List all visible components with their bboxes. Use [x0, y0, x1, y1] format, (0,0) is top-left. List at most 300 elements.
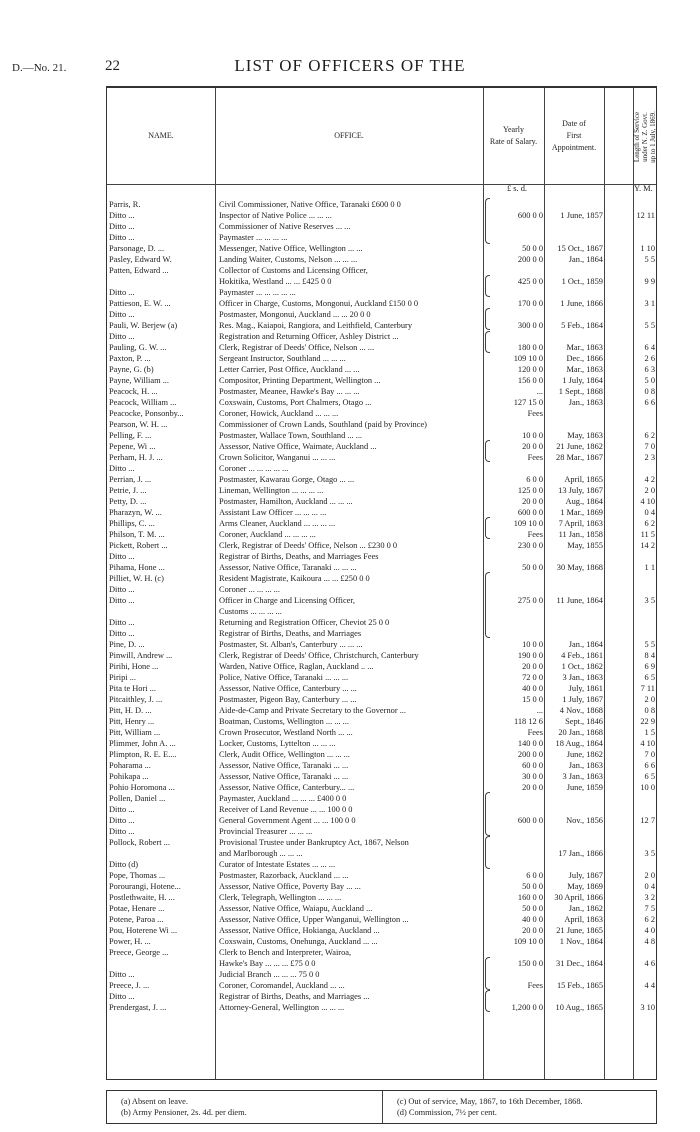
table-row [107, 309, 658, 320]
salary-cell: Fees [527, 409, 543, 418]
salary-cell: 109 10 0 [513, 937, 543, 946]
table-row [107, 782, 658, 793]
table-row [107, 991, 658, 1002]
service-length: 4 10 [640, 739, 655, 748]
office-title: Paymaster ... ... ... ... [219, 233, 288, 242]
office-title: Resident Magistrate, Kaikoura ... ... £250 0 0 [219, 574, 370, 583]
table-row [107, 276, 658, 287]
office-title: Compositor, Printing Department, Wellington ... [219, 376, 381, 385]
table-row [107, 529, 658, 540]
officer-name: Paxton, P. ... [109, 354, 151, 363]
appointment-date: Jan., 1864 [568, 640, 603, 649]
office-title: Inspector of Native Police ... ... ... [219, 211, 332, 220]
service-length: 10 0 [640, 783, 655, 792]
officer-name: Pilliet, W. H. (c) [109, 574, 164, 583]
salary-cell: 600 0 0 [517, 508, 543, 517]
appointment-date: June, 1862 [566, 750, 603, 759]
officer-name: Pelling, F. ... [109, 431, 152, 440]
salary-cell: 20 0 0 [522, 926, 543, 935]
service-length: 8 4 [644, 651, 655, 660]
service-length: 6 2 [644, 915, 655, 924]
service-length: 1 10 [640, 244, 655, 253]
office-title: Postmaster, Meanee, Hawke's Bay ... ... ... [219, 387, 360, 396]
service-length: 1 5 [644, 728, 655, 737]
salary-cell: 180 0 0 [517, 343, 543, 352]
salary-cell: ... [536, 387, 543, 396]
office-title: Registrar of Births, Deaths, and Marriages [219, 629, 362, 638]
service-length: 5 5 [644, 640, 655, 649]
appointment-date: 10 Aug., 1865 [555, 1003, 603, 1012]
appointment-date: Jan., 1863 [568, 761, 603, 770]
office-title: Clerk to Bench and Interpreter, Wairoa, [219, 948, 352, 957]
salary-cell: 275 0 0 [517, 596, 543, 605]
officer-name: Pine, D. ... [109, 640, 145, 649]
officer-name: Ditto ... [109, 585, 135, 594]
appointment-date: 18 Aug., 1864 [555, 739, 603, 748]
office-title: Clerk, Audit Office, Wellington ... ... ... [219, 750, 350, 759]
bracket [485, 792, 490, 836]
table-row [107, 441, 658, 452]
office-title: Assessor, Native Office, Taranaki ... ... ... [219, 563, 357, 572]
salary-cell: 120 0 0 [517, 365, 543, 374]
service-length: 4 6 [644, 959, 655, 968]
officer-name: Ditto ... [109, 618, 135, 627]
document-reference: D.—No. 21. [12, 62, 67, 74]
footnote-a: (a) Absent on leave. [121, 1097, 188, 1106]
appointment-date: 15 Oct., 1867 [557, 244, 603, 253]
salary-cell: 10 0 0 [522, 640, 543, 649]
service-length: 12 7 [640, 816, 655, 825]
salary-cell: 20 0 0 [522, 497, 543, 506]
office-title: Clerk, Registrar of Deeds' Office, Christchurch, Canterbury [219, 651, 419, 660]
service-length: 6 5 [644, 673, 655, 682]
appointment-date: April, 1865 [564, 475, 603, 484]
service-length: 3 10 [640, 1003, 655, 1012]
office-title: Commissioner of Crown Lands, Southland (paid by Province) [219, 420, 427, 429]
office-title: Judicial Branch ... ... ... 75 0 0 [219, 970, 320, 979]
officer-name: Ditto ... [109, 222, 135, 231]
salary-cell: 118 12 6 [513, 717, 543, 726]
column-header-salary: Yearly Rate of Salary. [489, 125, 538, 146]
officer-name: Preece, George ... [109, 948, 169, 957]
appointment-date: 20 Jan., 1868 [558, 728, 603, 737]
bracket [485, 957, 490, 990]
salary-cell: 40 0 0 [522, 915, 543, 924]
table-row [107, 804, 658, 815]
officers-table [106, 86, 657, 1080]
officer-name: Preece, J. ... [109, 981, 150, 990]
service-length: 7 5 [644, 904, 655, 913]
office-title: Officer in Charge and Licensing Officer, [219, 596, 355, 605]
office-title: Registrar of Births, Deaths, and Marriages ... [219, 992, 370, 1001]
office-title: Assistant Law Officer ... ... ... ... [219, 508, 327, 517]
officer-name: Peacock, H. ... [109, 387, 158, 396]
office-title: Aide-de-Camp and Private Secretary to the Governor ... [219, 706, 406, 715]
officer-name: Piripi ... [109, 673, 136, 682]
salary-cell: 140 0 0 [517, 739, 543, 748]
office-title: Postmaster, Hamilton, Auckland ... ... ... [219, 497, 353, 506]
officer-name: Philson, T. M. ... [109, 530, 165, 539]
service-length: 2 0 [644, 871, 655, 880]
salary-cell: Fees [527, 530, 543, 539]
appointment-date: 1 Oct., 1862 [561, 662, 603, 671]
service-length: 0 8 [644, 706, 655, 715]
service-length: 4 2 [644, 475, 655, 484]
office-title: Civil Commissioner, Native Office, Taranaki £600 0 0 [219, 200, 401, 209]
office-title: Coxswain, Customs, Port Chalmers, Otago ... [219, 398, 372, 407]
officer-name: Pollen, Daniel ... [109, 794, 166, 803]
column-header-service: Length of Service under N. Z. Govt. up to 1 July, 1869. [633, 111, 657, 163]
appointment-date: May, 1863 [567, 431, 603, 440]
appointment-date: Nov., 1856 [566, 816, 603, 825]
salary-cell: 150 0 0 [517, 959, 543, 968]
service-length: 5 5 [644, 321, 655, 330]
office-title: Postmaster, Wallace Town, Southland ... ... [219, 431, 363, 440]
officer-name: Phillips, C. ... [109, 519, 155, 528]
appointment-date: 4 Feb., 1861 [561, 651, 603, 660]
table-row [107, 397, 658, 408]
office-title: Postmaster, Razorback, Auckland ... ... [219, 871, 349, 880]
bracket [485, 331, 490, 353]
salary-cell: 50 0 0 [522, 882, 543, 891]
table-row [107, 914, 658, 925]
service-length: 22 9 [640, 717, 655, 726]
office-title: Assessor, Native Office, Hokianga, Auckland ... [219, 926, 380, 935]
table-row [107, 408, 658, 419]
appointment-date: May, 1855 [567, 541, 603, 550]
office-title: Hawke's Bay ... ... ... £75 0 0 [219, 959, 316, 968]
officer-name: Pitt, Henry ... [109, 717, 155, 726]
service-length: 6 3 [644, 365, 655, 374]
officer-name: Pou, Hoterene Wi ... [109, 926, 178, 935]
salary-cell: 50 0 0 [522, 904, 543, 913]
officer-name: Ditto ... [109, 816, 135, 825]
office-title: Crown Solicitor, Wanganui ... ... ... [219, 453, 336, 462]
table-row [107, 980, 658, 991]
officer-name: Pohio Horomona ... [109, 783, 175, 792]
salary-cell: 160 0 0 [517, 893, 543, 902]
salary-cell: 190 0 0 [517, 651, 543, 660]
table-row [107, 936, 658, 947]
officer-name: Pihama, Hone ... [109, 563, 165, 572]
salary-cell: 20 0 0 [522, 442, 543, 451]
bracket [485, 990, 490, 1012]
officer-name: Pattieson, E. W. ... [109, 299, 171, 308]
table-row [107, 507, 658, 518]
service-length: 2 0 [644, 486, 655, 495]
appointment-date: 3 Jan., 1863 [562, 772, 603, 781]
table-row [107, 639, 658, 650]
service-length: 4 4 [644, 981, 655, 990]
officer-name: Pitt, William ... [109, 728, 161, 737]
appointment-date: 1 July, 1867 [562, 695, 603, 704]
appointment-date: Jan., 1862 [568, 904, 603, 913]
office-title: Paymaster ... ... ... ... ... [219, 288, 296, 297]
table-row [107, 474, 658, 485]
salary-cell: 50 0 0 [522, 563, 543, 572]
office-title: Assessor, Native Office, Canterbury ... ... [219, 684, 357, 693]
officer-name: Payne, G. (b) [109, 365, 154, 374]
salary-cell: 50 0 0 [522, 244, 543, 253]
table-row [107, 925, 658, 936]
table-row [107, 331, 658, 342]
officer-name: Porourangi, Hotene... [109, 882, 181, 891]
table-row [107, 430, 658, 441]
office-title: Provisional Trustee under Bankruptcy Act, 1867, Nelson [219, 838, 409, 847]
officer-name: Pinwill, Andrew ... [109, 651, 173, 660]
appointment-date: 1 Sept., 1868 [558, 387, 603, 396]
service-length: 7 0 [644, 442, 655, 451]
table-row [107, 716, 658, 727]
office-title: Assessor, Native Office, Upper Wanganui, Wellington ... [219, 915, 409, 924]
appointment-date: 4 Nov., 1868 [559, 706, 603, 715]
appointment-date: 30 April, 1866 [554, 893, 603, 902]
office-title: Clerk, Registrar of Deeds' Office, Nelson ... £230 0 0 [219, 541, 398, 550]
salary-cell: Fees [527, 728, 543, 737]
office-title: Landing Waiter, Customs, Nelson ... ... ... [219, 255, 358, 264]
bracket [485, 572, 490, 638]
office-title: Assessor, Native Office, Waiapu, Auckland ... [219, 904, 373, 913]
table-row [107, 496, 658, 507]
appointment-date: 3 Jan., 1863 [562, 673, 603, 682]
office-title: Clerk, Telegraph, Wellington ... ... ... [219, 893, 342, 902]
office-title: Commissioner of Native Reserves ... ... [219, 222, 351, 231]
service-length: 12 11 [636, 211, 655, 220]
office-title: Paymaster, Auckland ... ... ... £400 0 0 [219, 794, 347, 803]
officer-name: Ditto ... [109, 552, 135, 561]
table-row [107, 650, 658, 661]
officer-name: Perrian, J. ... [109, 475, 152, 484]
table-row [107, 738, 658, 749]
officer-name: Power, H. ... [109, 937, 151, 946]
officer-name: Postlethwaite, H. ... [109, 893, 175, 902]
table-row [107, 287, 658, 298]
officer-name: Petrie, J. ... [109, 486, 147, 495]
table-row [107, 1002, 658, 1013]
appointment-date: 21 June, 1862 [556, 442, 603, 451]
table-row [107, 727, 658, 738]
officer-name: Plimmer, John A. ... [109, 739, 176, 748]
service-length: 14 2 [640, 541, 655, 550]
officer-name: Pitcaithley, J. ... [109, 695, 163, 704]
officer-name: Pohikapa ... [109, 772, 149, 781]
table-row [107, 463, 658, 474]
salary-cell: 60 0 0 [522, 761, 543, 770]
officer-name: Pitt, H. D. ... [109, 706, 152, 715]
appointment-date: April, 1863 [564, 915, 603, 924]
header-divider [107, 184, 656, 185]
office-title: Arms Cleaner, Auckland ... ... ... ... [219, 519, 336, 528]
salary-cell: ... [536, 706, 543, 715]
service-length: 3 2 [644, 893, 655, 902]
officer-name: Ditto ... [109, 992, 135, 1001]
service-length: 2 0 [644, 695, 655, 704]
salary-cell: 40 0 0 [522, 684, 543, 693]
table-row [107, 210, 658, 221]
table-row [107, 199, 658, 210]
salary-cell: 300 0 0 [517, 321, 543, 330]
appointment-date: Jan., 1864 [568, 255, 603, 264]
footnote-divider [382, 1091, 383, 1123]
service-unit-label: Y. M. [634, 184, 653, 193]
service-length: 11 5 [640, 530, 655, 539]
table-row [107, 419, 658, 430]
office-title: Res. Mag., Kaiapoi, Rangiora, and Leithfield, Canterbury [219, 321, 413, 330]
bracket [485, 198, 490, 244]
table-row [107, 254, 658, 265]
salary-cell: Fees [527, 453, 543, 462]
appointment-date: 1 July, 1864 [562, 376, 603, 385]
table-row [107, 298, 658, 309]
officer-name: Ditto ... [109, 464, 135, 473]
salary-cell: 200 0 0 [517, 255, 543, 264]
table-row [107, 364, 658, 375]
salary-cell: 10 0 0 [522, 431, 543, 440]
appointment-date: Dec., 1866 [566, 354, 603, 363]
officer-name: Pope, Thomas ... [109, 871, 166, 880]
salary-cell: Fees [527, 981, 543, 990]
office-title: Postmaster, Mongonui, Auckland ... ... 20 0 0 [219, 310, 371, 319]
service-length: 5 0 [644, 376, 655, 385]
officer-name: Parsonage, D. ... [109, 244, 165, 253]
service-length: 4 8 [644, 937, 655, 946]
salary-cell: 230 0 0 [517, 541, 543, 550]
office-title: Crown Prosecutor, Westland North ... ... [219, 728, 353, 737]
salary-cell: 20 0 0 [522, 662, 543, 671]
office-title: Hokitika, Westland ... ... £425 0 0 [219, 277, 332, 286]
service-length: 7 0 [644, 750, 655, 759]
column-header-office: OFFICE. [334, 131, 364, 140]
appointment-date: May, 1869 [567, 882, 603, 891]
office-title: Messenger, Native Office, Wellington ... ... [219, 244, 363, 253]
officer-name: Patten, Edward ... [109, 266, 169, 275]
table-row [107, 617, 658, 628]
salary-cell: 600 0 0 [517, 816, 543, 825]
bracket [485, 275, 490, 297]
table-row [107, 848, 658, 859]
service-length: 6 9 [644, 662, 655, 671]
office-title: Registration and Returning Officer, Ashley District ... [219, 332, 399, 341]
salary-cell: 425 0 0 [517, 277, 543, 286]
officer-name: Pharazyn, W. ... [109, 508, 162, 517]
office-title: Sergeant Instructor, Southland ... ... ... [219, 354, 346, 363]
office-title: Locker, Customs, Lyttelton ... ... ... [219, 739, 336, 748]
officer-name: Pickett, Robert ... [109, 541, 168, 550]
office-title: Warden, Native Office, Raglan, Auckland .. ... [219, 662, 374, 671]
salary-cell: 1,200 0 0 [511, 1003, 543, 1012]
office-title: Assessor, Native Office, Taranaki ... ... [219, 761, 349, 770]
table-row [107, 353, 658, 364]
office-title: Provincial Treasurer ... ... ... [219, 827, 313, 836]
appointment-date: 1 Nov., 1864 [559, 937, 603, 946]
salary-cell: 200 0 0 [517, 750, 543, 759]
table-row [107, 881, 658, 892]
office-title: Assessor, Native Office, Taranaki ... ... [219, 772, 349, 781]
officer-name: Ditto ... [109, 805, 135, 814]
table-row [107, 562, 658, 573]
service-length: 4 0 [644, 926, 655, 935]
service-length: 9 9 [644, 277, 655, 286]
office-title: Coroner, Howick, Auckland ... ... ... [219, 409, 339, 418]
table-row [107, 342, 658, 353]
table-row [107, 793, 658, 804]
office-title: Collector of Customs and Licensing Officer, [219, 266, 368, 275]
office-title: Returning and Registration Officer, Cheviot 25 0 0 [219, 618, 390, 627]
table-row [107, 705, 658, 716]
table-row [107, 661, 658, 672]
appointment-date: Mar., 1863 [566, 343, 603, 352]
table-row [107, 386, 658, 397]
table-row [107, 870, 658, 881]
appointment-date: 31 Dec., 1864 [556, 959, 603, 968]
officer-name: Payne, William ... [109, 376, 169, 385]
officer-name: Pearson, W. H. ... [109, 420, 168, 429]
office-title: Registrar of Births, Deaths, and Marriages Fees [219, 552, 379, 561]
office-title: Clerk, Registrar of Deeds' Office, Nelson ... ... [219, 343, 375, 352]
table-row [107, 826, 658, 837]
bracket [485, 440, 490, 462]
officer-name: Ditto ... [109, 629, 135, 638]
salary-cell: 170 0 0 [517, 299, 543, 308]
officer-name: Parris, R. [109, 200, 141, 209]
office-title: Officer in Charge, Customs, Mongonui, Auckland £150 0 0 [219, 299, 419, 308]
bracket [485, 836, 490, 869]
officer-name: Pauling, G. W. ... [109, 343, 167, 352]
service-length: 3 1 [644, 299, 655, 308]
table-row [107, 628, 658, 639]
table-row [107, 485, 658, 496]
table-row [107, 859, 658, 870]
officer-name: Peacocke, Ponsonby... [109, 409, 184, 418]
table-row [107, 221, 658, 232]
office-title: and Marlborough ... ... ... [219, 849, 303, 858]
appointment-date: July, 1861 [568, 684, 603, 693]
page-title: LIST OF OFFICERS OF THE [234, 56, 466, 75]
table-row [107, 606, 658, 617]
bracket [485, 517, 490, 539]
table-row [107, 672, 658, 683]
officer-name: Ditto ... [109, 332, 135, 341]
table-row [107, 958, 658, 969]
service-length: 6 2 [644, 431, 655, 440]
office-title: Assessor, Native Office, Poverty Bay ... ... [219, 882, 361, 891]
service-length: 2 6 [644, 354, 655, 363]
officer-name: Pauli, W. Berjew (a) [109, 321, 178, 330]
table-row [107, 837, 658, 848]
appointment-date: Mar., 1863 [566, 365, 603, 374]
salary-cell: 6 0 0 [526, 871, 543, 880]
officer-name: Perham, H. J. ... [109, 453, 163, 462]
officer-name: Ditto ... [109, 596, 135, 605]
appointment-date: 1 Mar., 1869 [560, 508, 603, 517]
table-row [107, 320, 658, 331]
officer-name: Prendergast, J. ... [109, 1003, 167, 1012]
salary-cell: 72 0 0 [522, 673, 543, 682]
service-length: 2 3 [644, 453, 655, 462]
appointment-date: 1 June, 1857 [560, 211, 603, 220]
office-title: Lineman, Wellington ... ... ... ... [219, 486, 324, 495]
officer-name: Potene, Paroa ... [109, 915, 164, 924]
service-length: 6 4 [644, 343, 655, 352]
office-title: Coroner, Auckland ... ... ... ... [219, 530, 316, 539]
service-length: 6 6 [644, 761, 655, 770]
page-header [0, 54, 700, 78]
appointment-date: 7 April, 1863 [558, 519, 603, 528]
table-row [107, 760, 658, 771]
footnote-b: (b) Army Pensioner, 2s. 4d. per diem. [121, 1108, 247, 1117]
column-header-date: Date of First Appointment. [551, 119, 597, 152]
officer-name: Potae, Henare ... [109, 904, 165, 913]
